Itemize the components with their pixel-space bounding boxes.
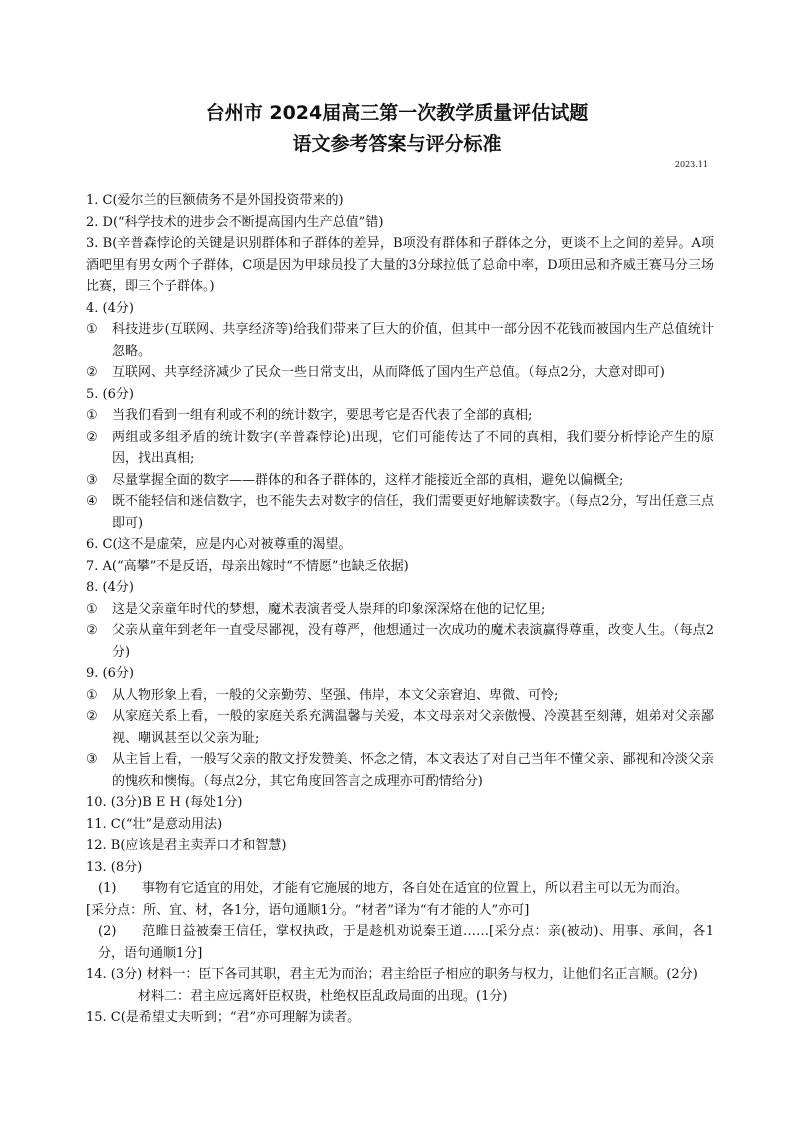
answer-5-point-1 [86, 405, 714, 427]
point-number: ② [86, 623, 98, 638]
point-text: 父亲从童年到老年一直受尽鄙视，没有尊严，他想通过一次成功的魔术表演赢得尊重，改变人生。（每点2分) [112, 623, 714, 660]
point-number: ① [86, 408, 98, 423]
point-text: 当我们看到一组有利或不利的统计数字，要思考它是否代表了全部的真相; [112, 408, 533, 423]
answer-5-point-4 [86, 491, 714, 534]
point-number: ③ [86, 472, 98, 488]
point-number: ② [86, 709, 98, 724]
point-number: ① [86, 687, 98, 703]
point-text: 从人物形象上看，一般的父亲勤劳、坚强、伟岸，本文父亲窘迫、卑微、可怜; [112, 687, 559, 703]
part-text: 事物有它适宜的用处，才能有它施展的地方，各自处在适宜的位置上，所以君主可以无为而治。 [142, 881, 689, 896]
answer-3: 3. B(辛普森悖论的关键是识别群体和子群体的差异，B项没有群体和子群体之分，更谈不上之间的差异。A项酒吧里有男女两个子群体，C项是因为甲球员投了大量的3分球拉低了总命中率，D项田忌和齐威王赛马分三场比赛，即三个子群体。) [86, 236, 714, 294]
point-text: 尽量掌握全面的数字——群体的和各子群体的，这样才能接近全部的真相，避免以偏概全; [112, 472, 624, 488]
answer-5-point-3 [86, 470, 714, 492]
point-number: ① [86, 322, 98, 337]
answer-12: 12. B(应该是君主卖弄口才和智慧) [86, 838, 287, 853]
answer-14-line-2: 材料二：君主应远离奸臣权贵，杜绝权臣乱政局面的出现。(1分) [138, 988, 508, 1004]
point-number: ④ [86, 494, 98, 509]
part-number: (1) [98, 881, 117, 896]
point-text: 从主旨上看，一般写父亲的散文抒发赞美、怀念之情，本文表达了对自己当年不懂父亲、鄙视和冷淡父亲的愧疚和懊悔。（每点2分，其它角度回答言之成理亦可酌情给分) [112, 752, 714, 789]
point-number: ① [86, 601, 98, 617]
answer-13-part-1-note: [采分点：所、宜、材，各1分，语句通顺1分。“材者”译为“有才能的人”亦可] [86, 902, 530, 918]
answer-13-heading: 13. (8分) [86, 859, 143, 875]
answer-7: 7. A(“高攀”不是反语，母亲出嫁时“不情愿”也缺乏依据) [86, 558, 409, 574]
answer-9-heading: 9. (6分) [86, 666, 134, 681]
answer-15: 15. C(是希望丈夫听到；“君”亦可理解为读者。 [86, 1010, 361, 1025]
answer-9-point-3 [86, 749, 714, 792]
answer-4-point-1 [86, 319, 714, 362]
answer-14-line-1: 14. (3分) 材料一：臣下各司其职，君主无为而治；君主给臣子相应的职务与权力，让他们名正言顺。(2分) [86, 967, 698, 982]
part-text: 范睢日益被秦王信任，掌权执政，于是趁机劝说秦王道……[采分点：亲(被动)、用事、承间，各1分，语句通顺1分] [98, 924, 714, 961]
point-text: 两组或多组矛盾的统计数字(辛普森悖论)出现，它们可能传达了不同的真相，我们要分析悖论产生的原因，找出真相; [112, 429, 714, 466]
answer-8-point-1 [86, 599, 714, 621]
answer-13-part-1 [86, 878, 714, 900]
point-text: 这是父亲童年时代的梦想，魔术表演者受人崇拜的印象深深烙在他的记忆里; [112, 601, 546, 617]
answer-11: 11. C(“壮”是意动用法) [86, 816, 223, 832]
answer-5-heading: 5. (6分) [86, 386, 134, 402]
answer-8-heading: 8. (4分) [86, 580, 134, 595]
part-number: (2) [98, 924, 117, 939]
point-number: ② [86, 429, 98, 445]
page-title: 台州市 2024届高三第一次教学质量评估试题 [205, 102, 589, 124]
answer-body [86, 190, 714, 1029]
answer-13-part-2 [86, 921, 714, 964]
answer-8-point-2 [86, 620, 714, 663]
point-text: 从家庭关系上看，一般的家庭关系充满温馨与关爱，本文母亲对父亲傲慢、冷漠甚至刻薄，姐弟对父亲鄙视、嘲讽甚至以父亲为耻; [112, 709, 714, 746]
answer-4-heading: 4. (4分) [86, 300, 134, 316]
page-subtitle: 语文参考答案与评分标准 [292, 133, 502, 155]
point-text: 互联网、共享经济减少了民众一些日常支出，从而降低了国内生产总值。（每点2分，大意对即可) [112, 365, 665, 380]
date-label: 2023.11 [674, 160, 708, 169]
point-text: 科技进步(互联网、共享经济等)给我们带来了巨大的价值，但其中一部分因不花钱而被国内生产总值统计忽略。 [112, 322, 714, 359]
answer-4-point-2 [86, 362, 714, 384]
answer-6: 6. C(这不是虚荣，应是内心对被尊重的渴望。 [86, 537, 352, 552]
answer-1: 1. C(爱尔兰的巨额债务不是外国投资带来的) [86, 193, 344, 208]
point-text: 既不能轻信和迷信数字，也不能失去对数字的信任，我们需要更好地解读数字。（每点2分，写出任意三点即可) [112, 494, 714, 531]
point-number: ③ [86, 752, 98, 767]
point-number: ② [86, 365, 98, 380]
answer-9-point-1 [86, 685, 714, 707]
answer-2: 2. D(“科学技术的进步会不断提高国内生产总值”错) [86, 214, 384, 230]
answer-5-point-2 [86, 427, 714, 470]
answer-10: 10. (3分)B E H (每处1分) [86, 795, 243, 810]
answer-9-point-2 [86, 706, 714, 749]
